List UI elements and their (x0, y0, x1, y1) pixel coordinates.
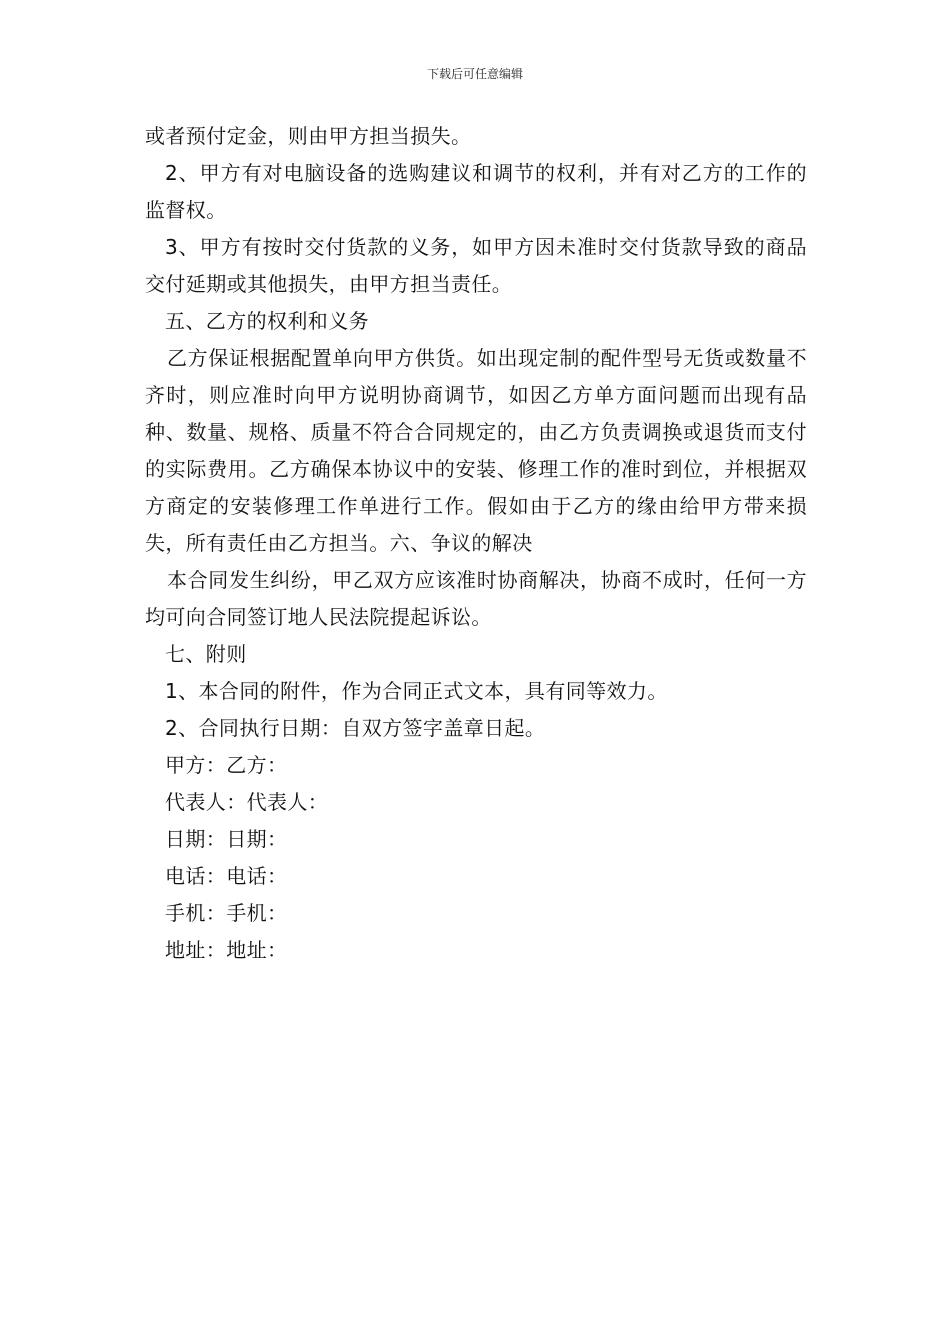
contract-body (145, 118, 807, 969)
section-heading-7: 七、附则 (165, 642, 247, 666)
signature-party-line: 甲方：乙方： (165, 753, 288, 777)
signature-phone-line: 电话：电话： (165, 864, 288, 888)
paragraph-party-b-obligations: 乙方保证根据配置单向甲方供货。如出现定制的配件型号无货或数量不齐时，则应准时向甲方说明协商调节，如因乙方单方面问题而出现有品种、数量、规格、质量不符合合同规定的，由乙方负责调换或退货而支付的实际费用。乙方确保本协议中的安装、修理工作的准时到位，并根据双方商定的安装修理工作单进行工作。假如由于乙方的缘由给甲方带来损失，所有责任由乙方担当。六、争议的解决 (145, 346, 807, 555)
page-header: 下载后可任意编辑 (426, 67, 523, 81)
paragraph-attachment-clause: 1、本合同的附件，作为合同正式文本，具有同等效力。 (165, 679, 668, 703)
paragraph-effective-date: 2、合同执行日期：自双方签字盖章日起。 (165, 716, 546, 740)
paragraph-continuation: 或者预付定金，则由甲方担当损失。 (145, 124, 472, 148)
paragraph-party-a-right-2: 2、甲方有对电脑设备的选购建议和调节的权利，并有对乙方的工作的监督权。 (145, 161, 807, 222)
signature-date-line: 日期：日期： (165, 827, 288, 851)
section-heading-5: 五、乙方的权利和义务 (165, 309, 369, 333)
paragraph-dispute-resolution: 本合同发生纠纷，甲乙双方应该准时协商解决，协商不成时，任何一方均可向合同签订地人民法院提起诉讼。 (145, 568, 807, 629)
signature-mobile-line: 手机：手机： (165, 901, 288, 925)
paragraph-party-a-right-3: 3、甲方有按时交付货款的义务，如甲方因未准时交付货款导致的商品交付延期或其他损失，由甲方担当责任。 (145, 235, 807, 296)
signature-address-line: 地址：地址： (165, 938, 288, 962)
signature-representative-line: 代表人：代表人： (165, 790, 329, 814)
